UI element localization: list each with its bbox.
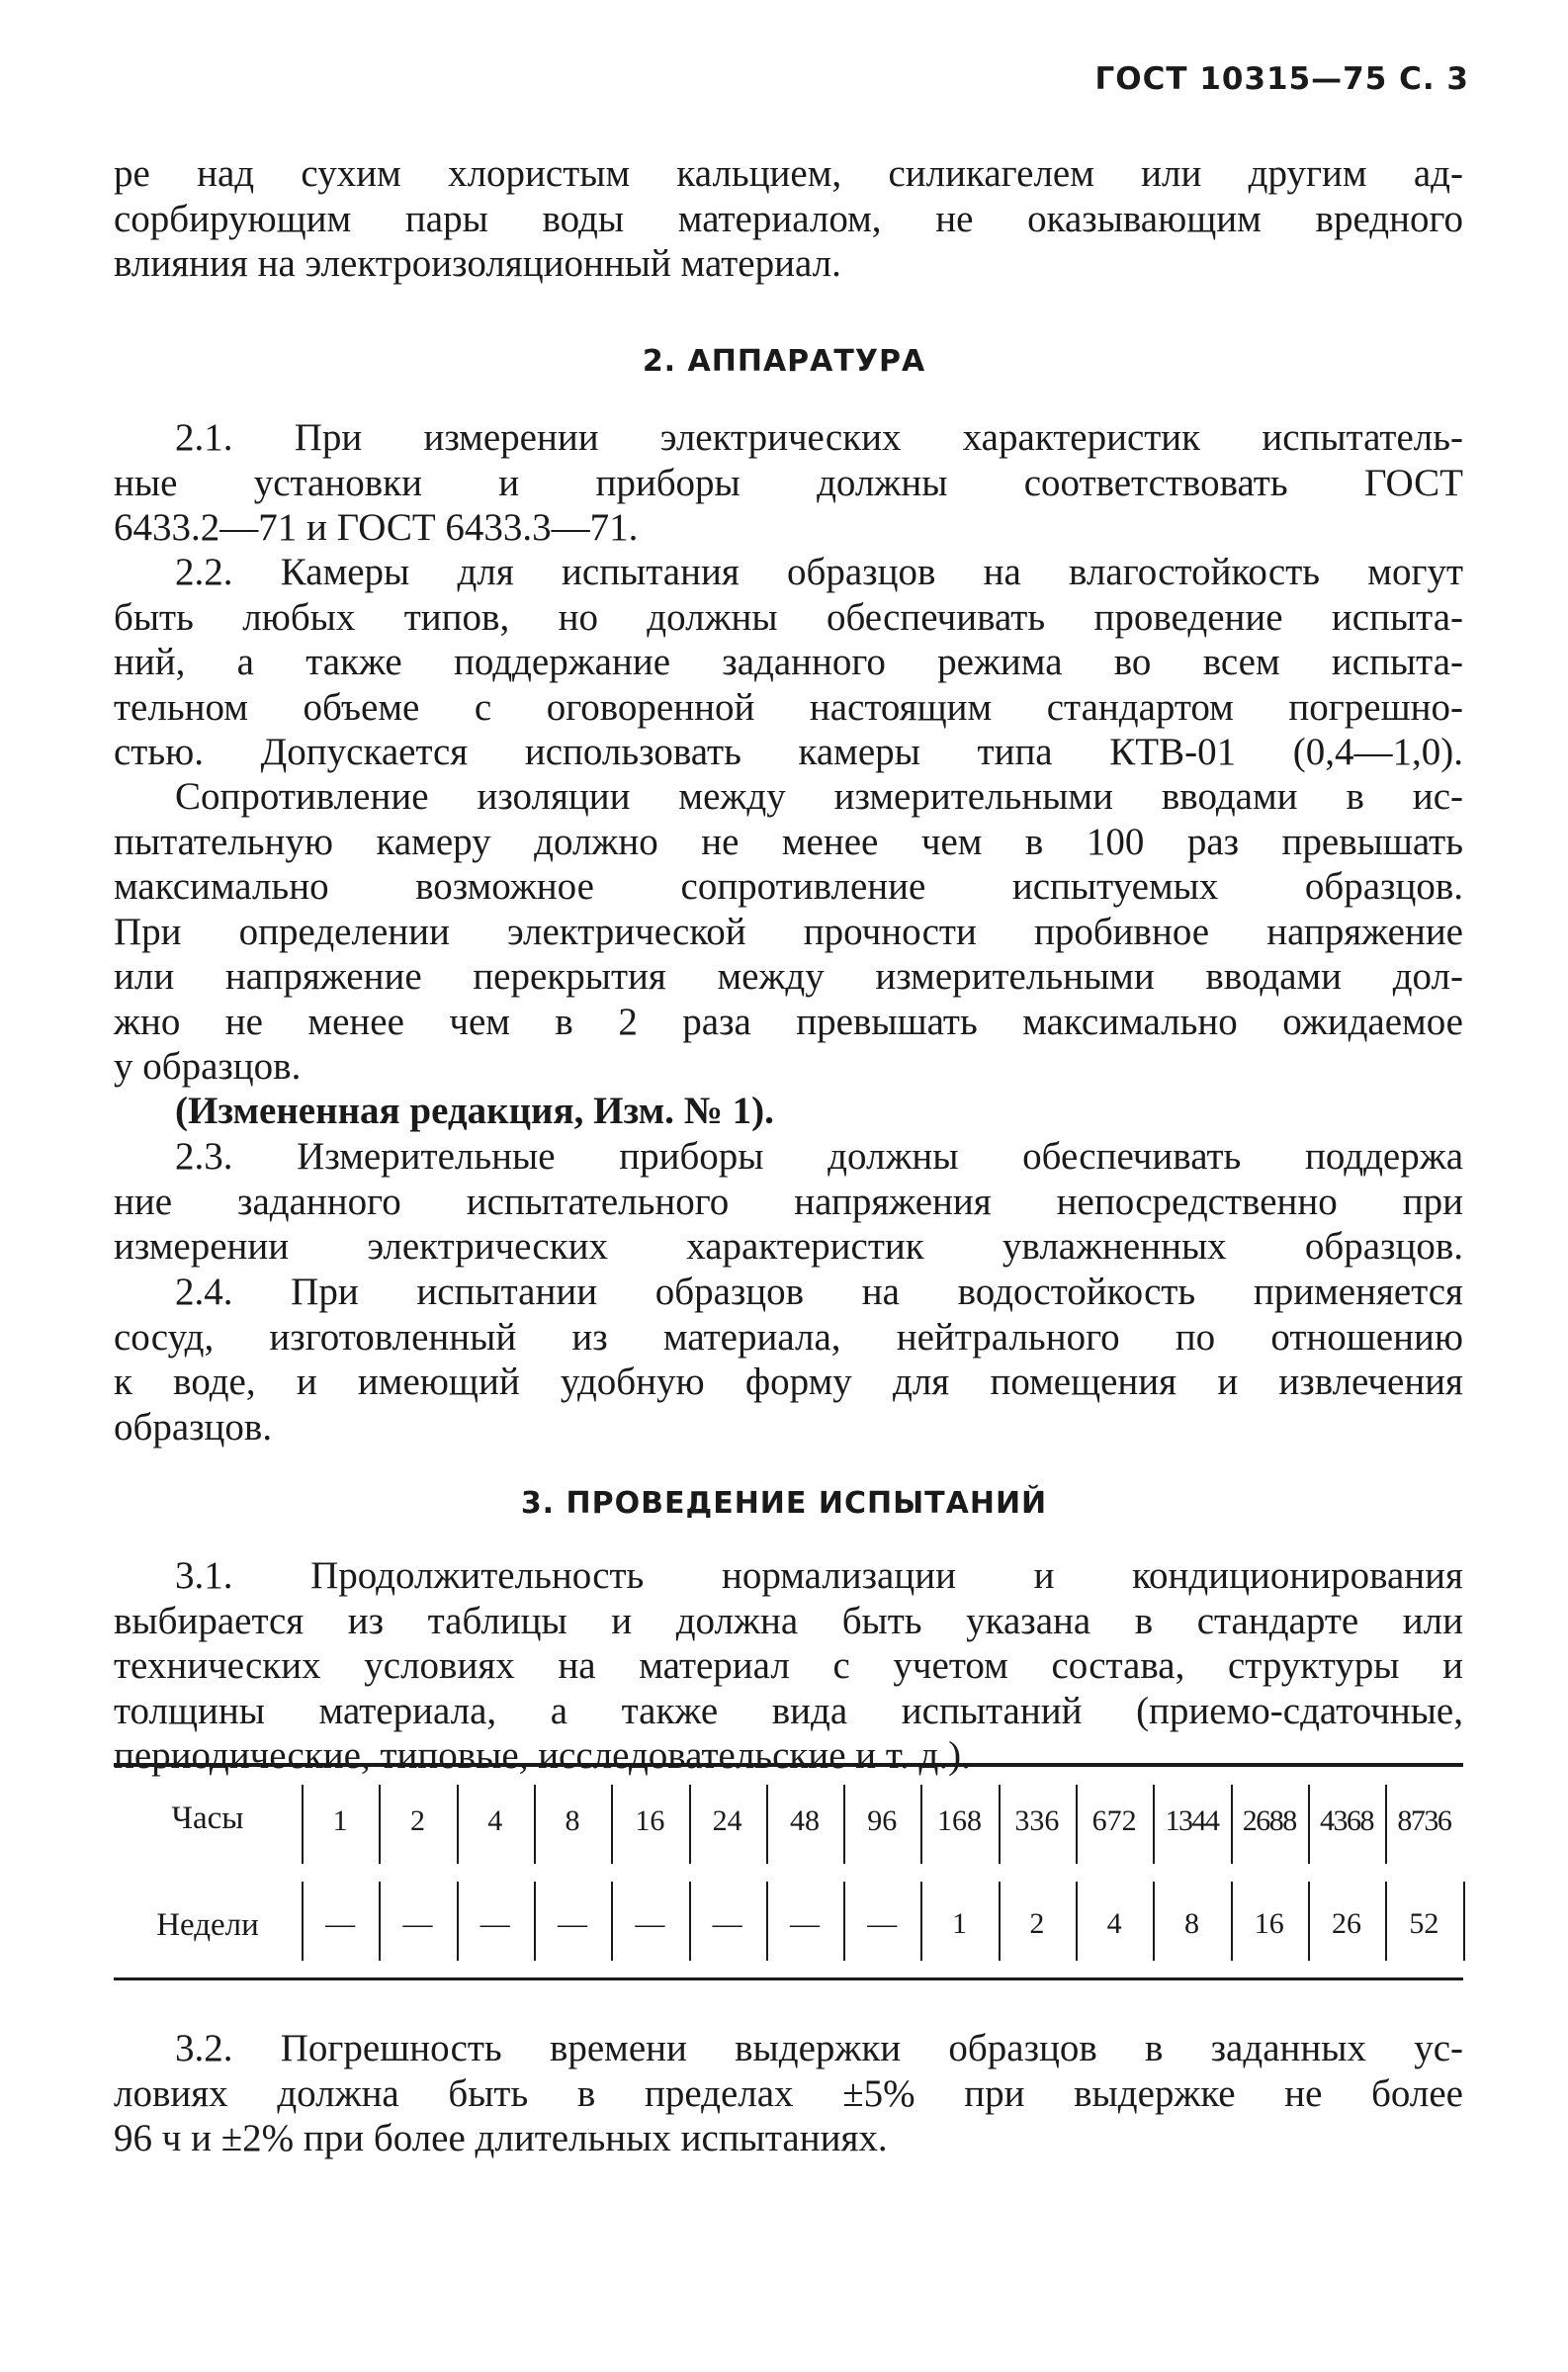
weeks-cell: 26 (1332, 1907, 1362, 1940)
paragraph-3-2 (114, 2026, 1463, 2161)
text-line: пытательную камеру должно не менее чем в 100 раз превышать (114, 820, 1463, 863)
text-line: технических условиях на материал с учетом состава, структуры и (114, 1644, 1463, 1687)
hours-cell: 96 (867, 1804, 898, 1837)
hours-cell: 1 (332, 1804, 348, 1837)
text-line: быть любых типов, но должны обеспечивать проведение испыта- (114, 595, 1463, 639)
weeks-cell: — (558, 1907, 588, 1940)
weeks-cell: — (479, 1907, 510, 1940)
text-line: 3.2. Погрешность времени выдержки образцов в заданных ус- (175, 2027, 1463, 2069)
weeks-cell: — (789, 1907, 820, 1940)
section-heading-apparatus: 2. АППАРАТУРА (642, 344, 926, 379)
text-line: 6433.2—71 и ГОСТ 6433.3—71. (114, 506, 639, 549)
weeks-row-label: Недели (156, 1907, 259, 1943)
text-line: ре над сухим хлористым кальцием, силикагелем или другим ад- (114, 152, 1463, 195)
text-line: ний, а также поддержание заданного режима во всем испыта- (114, 641, 1463, 683)
text-line: толщины материала, а также вида испытаний (приемо-сдаточные, (114, 1689, 1463, 1732)
text-line: образцов. (114, 1405, 273, 1449)
paragraph-3-1 (114, 1553, 1463, 1779)
text-line: 2.4. При испытании образцов на водостойкость применяется (175, 1271, 1463, 1313)
section-heading-testing: 3. ПРОВЕДЕНИЕ ИСПЫТАНИЙ (520, 1486, 1048, 1521)
amendment-note: (Измененная редакция, Изм. № 1). (175, 1090, 774, 1132)
weeks-cell: 1 (952, 1907, 968, 1940)
paragraph-2-2 (114, 550, 1463, 775)
weeks-cell: — (635, 1907, 665, 1940)
weeks-cell: 52 (1409, 1907, 1439, 1940)
hours-cell: 48 (789, 1804, 820, 1837)
weeks-cell: — (402, 1907, 433, 1940)
paragraph-2-3 (114, 1134, 1463, 1270)
text-line: жно не менее чем в 2 раза превышать максимально ожидаемое (114, 1000, 1463, 1043)
text-line: у образцов. (114, 1045, 302, 1088)
duration-table (114, 1763, 1463, 1984)
table-top-rule (114, 1763, 1463, 1767)
hours-cell: 8 (565, 1804, 580, 1837)
weeks-cell: 8 (1183, 1907, 1199, 1940)
hours-cell: 4 (487, 1804, 503, 1837)
text-line: При определении электрической прочности пробивное напряжение (114, 910, 1463, 953)
text-line: к воде, и имеющий удобную форму для помещения и извлечения (114, 1361, 1463, 1403)
hours-cell: 168 (937, 1804, 983, 1837)
hours-cell: 16 (635, 1804, 665, 1837)
hours-cell: 24 (712, 1804, 742, 1837)
weeks-cell: 2 (1029, 1907, 1045, 1940)
running-header: ГОСТ 10315—75 С. 3 (1094, 61, 1469, 97)
text-line: тельном объеме с оговоренной настоящим стандартом погрешно- (114, 685, 1463, 729)
paragraph-2-1 (114, 415, 1463, 551)
text-line: влияния на электроизоляционный материал. (114, 242, 841, 285)
table-column-rule (1463, 1882, 1465, 1961)
weeks-cell: 16 (1254, 1907, 1284, 1940)
weeks-cell: — (325, 1907, 356, 1940)
intro-paragraph (114, 151, 1463, 287)
text-line: сорбирующим пары воды материалом, не оказывающим вредного (114, 197, 1463, 240)
hours-cell: 1344 (1165, 1804, 1219, 1837)
table-bottom-rule (114, 1977, 1463, 1980)
hours-cell: 8736 (1397, 1804, 1451, 1837)
text-line: 2.3. Измерительные приборы должны обеспечивать поддержа (175, 1135, 1463, 1178)
text-line: периодические, типовые, исследовательские и т. д.). (114, 1734, 971, 1777)
text-line: или напряжение перекрытия между измерительными вводами дол- (114, 955, 1463, 998)
hours-row-label: Часы (171, 1801, 244, 1836)
weeks-cell: — (712, 1907, 742, 1940)
text-line: максимально возможное сопротивление испытуемых образцов. (114, 865, 1463, 908)
text-line: 96 ч и ±2% при более длительных испытаниях. (114, 2117, 888, 2159)
hours-cell: 336 (1014, 1804, 1060, 1837)
hours-cell: 2 (409, 1804, 425, 1837)
text-line: 2.1. При измерении электрических характеристик испытатель- (175, 416, 1463, 459)
text-line: сосуд, изготовленный из материала, нейтрального по отношению (114, 1315, 1463, 1359)
text-line: стью. Допускается использовать камеры типа КТВ-01 (0,4—1,0). (114, 731, 1463, 773)
hours-cell: 4368 (1320, 1804, 1374, 1837)
text-line: ные установки и приборы должны соответствовать ГОСТ (114, 461, 1463, 504)
text-line: 2.2. Камеры для испытания образцов на влагостойкость могут (175, 551, 1463, 593)
hours-cell: 672 (1091, 1804, 1137, 1837)
paragraph-2-2-insulation (114, 774, 1463, 1090)
weeks-cell: — (867, 1907, 898, 1940)
text-line: измерении электрических характеристик увлажненных образцов. (114, 1225, 1463, 1268)
hours-cell: 2688 (1242, 1804, 1296, 1837)
text-line: выбирается из таблицы и должна быть указана в стандарте или (114, 1599, 1463, 1642)
text-line: 3.1. Продолжительность нормализации и кондиционирования (175, 1554, 1463, 1597)
paragraph-2-4 (114, 1270, 1463, 1450)
text-line: Сопротивление изоляции между измерительными вводами в ис- (175, 775, 1463, 818)
text-line: ние заданного испытательного напряжения непосредственно при (114, 1180, 1463, 1223)
weeks-cell: 4 (1106, 1907, 1122, 1940)
text-line: ловиях должна быть в пределах ±5% при выдержке не более (114, 2071, 1463, 2115)
